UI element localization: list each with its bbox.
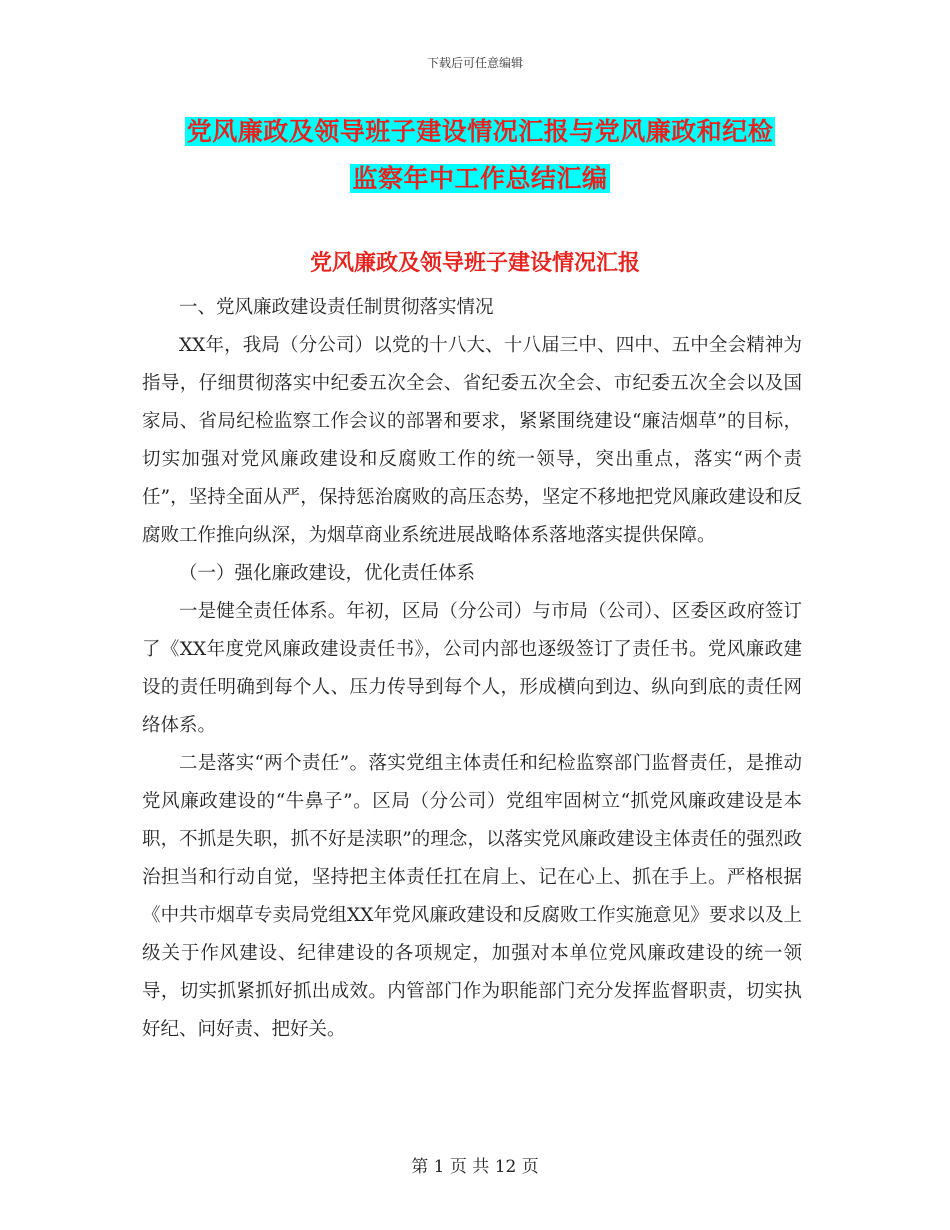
- paragraph-item-2: 二是落实“两个责任”。落实党组主体责任和纪检监察部门监督责任，是推动党风廉政建设的“牛鼻子”。区局（分公司）党组牢固树立“抓党风廉政建设是本职，不抓是失职，抓不好是渎职”的理念，以落实党风廉政建设主体责任的强烈政治担当和行动自觉，坚持把主体责任扛在肩上、记在心上、抓在手上。严格根据《中共市烟草专卖局党组XX年党风廉政建设和反腐败工作实施意见》要求以及上级关于作风建设、纪律建设的各项规定，加强对本单位党风廉政建设的统一领导，切实抓紧抓好抓出成效。内管部门作为职能部门充分发挥监督职责，切实执好纪、问好责、把好关。: [142, 753, 802, 1040]
- section-title: 党风廉政及领导班子建设情况汇报: [309, 250, 640, 276]
- paragraph-heading-1: 一、党风廉政建设责任制贯彻落实情况: [179, 297, 494, 318]
- document-body: [142, 289, 802, 1049]
- title-line-1: 党风廉政及领导班子建设情况汇报与党风廉政和纪检: [186, 117, 774, 146]
- title-line-2: 监察年中工作总结汇编: [352, 164, 608, 193]
- document-title: [140, 108, 820, 202]
- page-footer: 第 1 页 共 12 页: [411, 1157, 539, 1177]
- paragraph-subheading-1: （一）强化廉政建设，优化责任体系: [179, 563, 476, 584]
- paragraph-overview: XX年，我局（分公司）以党的十八大、十八届三中、四中、五中全会精神为指导，仔细贯彻落实中纪委五次全会、省纪委五次全会、市纪委五次全会以及国家局、省局纪检监察工作会议的部署和要求，紧紧围绕建设“廉洁烟草”的目标，切实加强对党风廉政建设和反腐败工作的统一领导，突出重点，落实“两个责任”，坚持全面从严，保持惩治腐败的高压态势，坚定不移地把党风廉政建设和反腐败工作推向纵深，为烟草商业系统进展战略体系落地落实提供保障。: [142, 335, 802, 546]
- paragraph-item-1: 一是健全责任体系。年初，区局（分公司）与市局（公司）、区委区政府签订了《XX年度党风廉政建设责任书》，公司内部也逐级签订了责任书。党风廉政建设的责任明确到每个人、压力传导到每个人，形成横向到边、纵向到底的责任网络体系。: [142, 601, 802, 736]
- header-note: 下载后可任意编辑: [426, 56, 523, 70]
